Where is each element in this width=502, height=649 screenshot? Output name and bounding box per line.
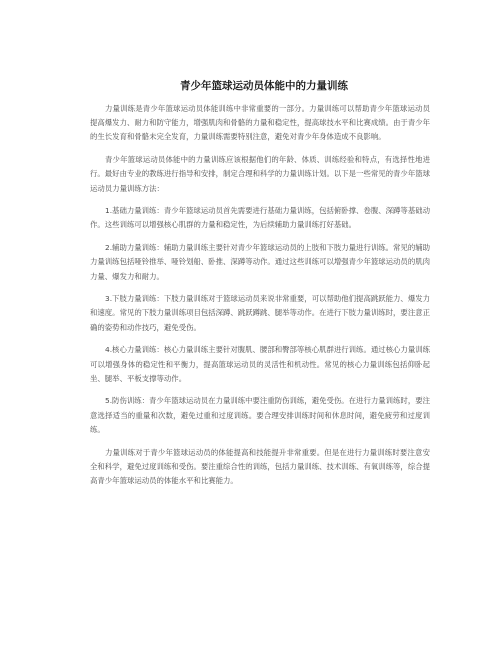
paragraph-overview: 青少年篮球运动员体能中的力量训练应该根据他们的年龄、体质、训练经验和特点，有选择性地进行。最好由专业的教练进行指导和安排，制定合理和科学的力量训练计划。以下是一些常见的青少年篮球运动员力量训练方法： — [90, 155, 430, 193]
document-title: 青少年篮球运动员体能中的力量训练 — [180, 80, 348, 92]
paragraph-intro: 力量训练是青少年篮球运动员体能训练中非常重要的一部分。力量训练可以帮助青少年篮球运动员提高爆发力、耐力和防守能力，增强肌肉和骨骼的力量和稳定性，提高球技水平和比赛成绩。由于青少年的生长发育和骨骼未完全发育，力量训练需要特别注意，避免对青少年身体造成不良影响。 — [90, 104, 430, 142]
paragraph-conclusion: 力量训练对于青少年篮球运动员的体能提高和技能提升非常重要。但是在进行力量训练时要注意安全和科学，避免过度训练和受伤。要注重综合性的训练，包括力量训练、技术训练、有氧训练等，综合提高青少年篮球运动员的体能水平和比赛能力。 — [90, 447, 430, 485]
paragraph-lower-body-strength: 3.下肢力量训练：下肢力量训练对于篮球运动员来说非常重要，可以帮助他们提高跳跃能力、爆发力和速度。常见的下肢力量训练项目包括深蹲、跳跃蹲跳、腿举等动作。在进行下肢力量训练时，要注意正确的姿势和动作技巧，避免受伤。 — [90, 294, 430, 332]
paragraph-core-strength: 4.核心力量训练：核心力量训练主要针对腹肌、腰部和臀部等核心肌群进行训练。通过核心力量训练可以增强身体的稳定性和平衡力，提高篮球运动员的灵活性和机动性。常见的核心力量训练包括仰卧起坐、腿举、平板支撑等动作。 — [90, 345, 430, 383]
paragraph-injury-prevention: 5.防伤训练：青少年篮球运动员在力量训练中要注重防伤训练，避免受伤。在进行力量训练时，要注意选择适当的重量和次数，避免过重和过度训练。要合理安排训练时间和休息时间，避免疲劳和过度训练。 — [90, 396, 430, 434]
paragraph-basic-strength: 1.基础力量训练：青少年篮球运动员首先需要进行基础力量训练，包括俯卧撑、卷腹、深蹲等基础动作。这些训练可以增强核心肌群的力量和稳定性，为后续辅助力量训练打好基础。 — [90, 206, 430, 230]
paragraph-auxiliary-strength: 2.辅助力量训练：辅助力量训练主要针对青少年篮球运动员的上肢和下肢力量进行训练。常见的辅助力量训练包括哑铃推举、哑铃划船、卧推、深蹲等动作。通过这些训练可以增强青少年篮球运动员的肌肉力量、爆发力和耐力。 — [90, 243, 430, 281]
